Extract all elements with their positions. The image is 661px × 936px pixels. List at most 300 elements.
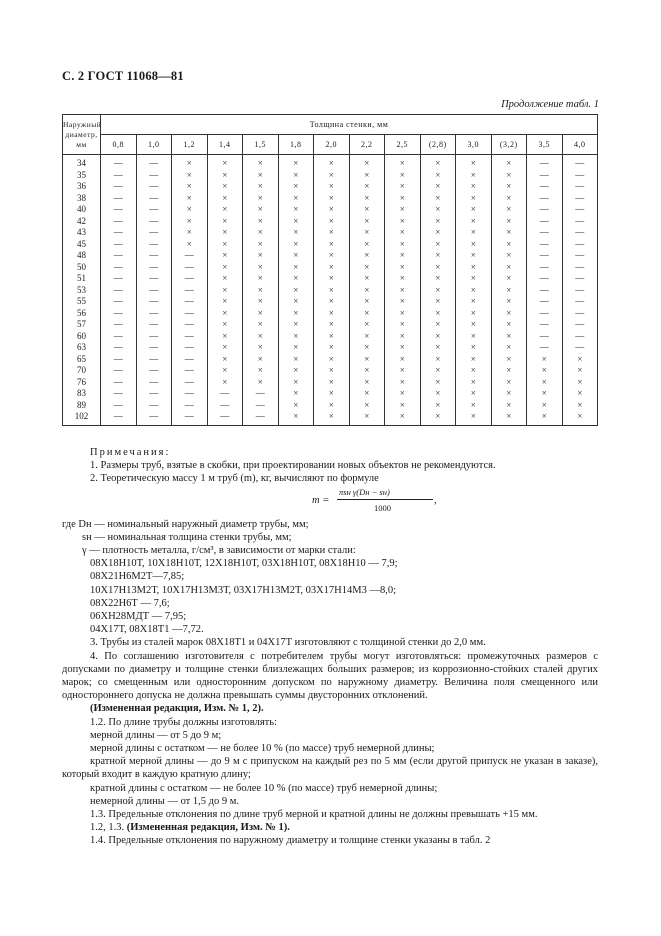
availability-cell: ×	[207, 250, 243, 262]
availability-cell: —	[527, 239, 563, 251]
availability-cell: ×	[314, 388, 350, 400]
availability-cell: —	[136, 250, 172, 262]
table-row	[63, 319, 598, 331]
availability-cell: —	[172, 342, 208, 354]
availability-cell: ×	[349, 319, 385, 331]
availability-cell: —	[136, 354, 172, 366]
section-1-4: 1.4. Предельные отклонения по наружному диаметру и толщине стенки указаны в табл. 2	[90, 835, 491, 847]
availability-cell: —	[101, 331, 137, 343]
availability-cell: ×	[278, 365, 314, 377]
mass-formula	[62, 486, 598, 518]
availability-cell: ×	[243, 262, 279, 274]
availability-cell: ×	[314, 296, 350, 308]
availability-cell: —	[527, 331, 563, 343]
availability-cell: ×	[349, 308, 385, 320]
availability-cell: —	[172, 388, 208, 400]
availability-cell: ×	[562, 365, 598, 377]
availability-cell: —	[562, 250, 598, 262]
availability-cell: ×	[314, 239, 350, 251]
availability-cell: —	[136, 319, 172, 331]
availability-cell: —	[172, 273, 208, 285]
availability-cell: —	[101, 181, 137, 193]
availability-cell: ×	[527, 365, 563, 377]
availability-cell: ×	[278, 181, 314, 193]
availability-cell: ×	[207, 319, 243, 331]
revision-note-2	[62, 821, 598, 834]
table-row	[63, 377, 598, 389]
availability-cell: ×	[243, 273, 279, 285]
availability-cell: ×	[349, 388, 385, 400]
availability-cell: ×	[385, 227, 421, 239]
availability-cell: —	[562, 239, 598, 251]
availability-cell: ×	[207, 365, 243, 377]
availability-cell: ×	[243, 377, 279, 389]
availability-cell: ×	[420, 296, 456, 308]
availability-cell: ×	[278, 331, 314, 343]
availability-cell: ×	[207, 216, 243, 228]
availability-cell: ×	[562, 400, 598, 412]
availability-cell: —	[527, 181, 563, 193]
availability-cell: ×	[491, 342, 527, 354]
table-row	[63, 308, 598, 320]
availability-cell: ×	[562, 377, 598, 389]
availability-cell: ×	[456, 342, 492, 354]
diameter-cell: 65	[63, 354, 101, 366]
availability-cell: ×	[527, 400, 563, 412]
availability-cell: ×	[278, 250, 314, 262]
notes-title: Примечания:	[90, 447, 171, 458]
availability-cell: ×	[349, 365, 385, 377]
document-body	[62, 446, 598, 848]
availability-cell: —	[136, 342, 172, 354]
availability-cell: ×	[314, 250, 350, 262]
length-item-2: мерной длины с остатком — не более 10 % (по массе) труб немерной длины;	[90, 743, 435, 755]
availability-cell: ×	[491, 285, 527, 297]
availability-cell: ×	[385, 296, 421, 308]
availability-cell: ×	[349, 296, 385, 308]
note-1: 1. Размеры труб, взятые в скобки, при проектировании новых объектов не рекомендуются.	[90, 460, 496, 472]
availability-cell: ×	[314, 285, 350, 297]
availability-cell: ×	[385, 193, 421, 205]
availability-cell: ×	[349, 204, 385, 216]
diameter-cell: 36	[63, 181, 101, 193]
availability-cell: ×	[243, 365, 279, 377]
availability-cell: ×	[420, 411, 456, 425]
availability-cell: —	[136, 239, 172, 251]
availability-cell: ×	[385, 331, 421, 343]
availability-cell: —	[562, 193, 598, 205]
availability-cell: ×	[456, 411, 492, 425]
availability-cell: —	[527, 216, 563, 228]
table-row	[63, 216, 598, 228]
availability-cell: —	[172, 308, 208, 320]
availability-cell: ×	[278, 193, 314, 205]
availability-cell: —	[562, 170, 598, 182]
table-row	[63, 155, 598, 170]
availability-cell: ×	[456, 331, 492, 343]
availability-cell: ×	[314, 273, 350, 285]
availability-cell: —	[243, 400, 279, 412]
availability-cell: ×	[456, 285, 492, 297]
availability-cell: ×	[491, 155, 527, 170]
table-row	[63, 285, 598, 297]
availability-cell: ×	[491, 411, 527, 425]
availability-cell: —	[101, 193, 137, 205]
availability-cell: —	[172, 411, 208, 425]
availability-cell: —	[101, 319, 137, 331]
availability-cell: ×	[278, 239, 314, 251]
availability-cell: ×	[420, 319, 456, 331]
availability-cell: ×	[207, 193, 243, 205]
availability-cell: ×	[172, 170, 208, 182]
availability-cell: ×	[456, 204, 492, 216]
formula-numerator: πsн γ(Dн − sн)	[339, 486, 390, 497]
availability-cell: ×	[278, 216, 314, 228]
availability-cell: —	[101, 296, 137, 308]
diameter-cell: 55	[63, 296, 101, 308]
availability-cell: —	[207, 400, 243, 412]
availability-cell: ×	[243, 285, 279, 297]
availability-cell: ×	[491, 388, 527, 400]
availability-cell: ×	[314, 354, 350, 366]
availability-cell: ×	[172, 227, 208, 239]
availability-cell: —	[243, 388, 279, 400]
availability-cell: ×	[527, 411, 563, 425]
availability-cell: ×	[491, 216, 527, 228]
availability-cell: —	[136, 377, 172, 389]
availability-cell: ×	[491, 204, 527, 216]
availability-cell: —	[172, 331, 208, 343]
availability-cell: ×	[349, 155, 385, 170]
availability-cell: ×	[243, 170, 279, 182]
availability-cell: —	[101, 170, 137, 182]
availability-cell: ×	[314, 204, 350, 216]
availability-cell: ×	[243, 319, 279, 331]
availability-cell: —	[562, 331, 598, 343]
availability-cell: ×	[207, 296, 243, 308]
availability-cell: —	[172, 400, 208, 412]
availability-cell: ×	[491, 170, 527, 182]
diameter-cell: 102	[63, 411, 101, 425]
availability-cell: ×	[207, 262, 243, 274]
availability-cell: —	[101, 308, 137, 320]
thickness-header-cell: 1,4	[207, 135, 243, 155]
diameter-cell: 60	[63, 331, 101, 343]
availability-cell: —	[527, 319, 563, 331]
availability-cell: ×	[349, 285, 385, 297]
availability-cell: ×	[385, 388, 421, 400]
availability-cell: ×	[349, 193, 385, 205]
availability-cell: ×	[562, 354, 598, 366]
availability-cell: ×	[491, 354, 527, 366]
availability-cell: ×	[349, 216, 385, 228]
availability-cell: —	[562, 216, 598, 228]
availability-cell: ×	[172, 239, 208, 251]
availability-cell: ×	[420, 227, 456, 239]
availability-cell: —	[172, 262, 208, 274]
availability-cell: —	[527, 262, 563, 274]
availability-cell: ×	[491, 193, 527, 205]
availability-cell: —	[136, 285, 172, 297]
diameter-cell: 40	[63, 204, 101, 216]
availability-cell: —	[101, 365, 137, 377]
availability-cell: —	[101, 204, 137, 216]
availability-cell: ×	[172, 216, 208, 228]
availability-cell: ×	[456, 308, 492, 320]
availability-cell: ×	[278, 388, 314, 400]
availability-cell: ×	[491, 331, 527, 343]
diameter-cell: 38	[63, 193, 101, 205]
availability-cell: —	[527, 170, 563, 182]
availability-cell: ×	[314, 400, 350, 412]
availability-cell: ×	[314, 319, 350, 331]
availability-cell: ×	[349, 262, 385, 274]
availability-cell: ×	[385, 216, 421, 228]
availability-cell: ×	[349, 400, 385, 412]
wall-thickness-group-header: Толщина стенки, мм	[101, 115, 598, 135]
availability-cell: —	[136, 193, 172, 205]
availability-cell: ×	[491, 227, 527, 239]
diameter-cell: 34	[63, 155, 101, 170]
availability-cell: —	[136, 262, 172, 274]
availability-cell: ×	[420, 354, 456, 366]
availability-cell: ×	[278, 262, 314, 274]
thickness-header-cell: 0,8	[101, 135, 137, 155]
availability-cell: —	[207, 388, 243, 400]
diameter-cell: 63	[63, 342, 101, 354]
diameter-cell: 35	[63, 170, 101, 182]
availability-cell: ×	[491, 239, 527, 251]
availability-cell: ×	[385, 308, 421, 320]
availability-cell: ×	[385, 204, 421, 216]
availability-cell: ×	[385, 400, 421, 412]
availability-cell: —	[527, 250, 563, 262]
availability-cell: ×	[243, 204, 279, 216]
availability-cell: —	[136, 388, 172, 400]
availability-cell: ×	[385, 250, 421, 262]
availability-cell: ×	[491, 296, 527, 308]
availability-cell: ×	[278, 227, 314, 239]
corner-line-3: мм	[76, 139, 87, 149]
diameter-cell: 89	[63, 400, 101, 412]
availability-cell: —	[172, 285, 208, 297]
thickness-header-cell: 2,2	[349, 135, 385, 155]
availability-cell: ×	[562, 411, 598, 425]
availability-cell: ×	[314, 308, 350, 320]
table-row	[63, 239, 598, 251]
availability-cell: ×	[207, 155, 243, 170]
steel-line-6: 04Х17Т, 08Х18Т1 —7,72.	[90, 624, 204, 636]
availability-cell: ×	[420, 342, 456, 354]
availability-cell: ×	[314, 331, 350, 343]
diameter-cell: 57	[63, 319, 101, 331]
availability-cell: ×	[491, 365, 527, 377]
availability-cell: ×	[456, 354, 492, 366]
availability-cell: ×	[420, 365, 456, 377]
availability-cell: ×	[278, 170, 314, 182]
corner-line-1: Наружный	[63, 119, 102, 129]
availability-cell: —	[101, 342, 137, 354]
availability-cell: ×	[243, 331, 279, 343]
availability-cell: ×	[243, 239, 279, 251]
availability-cell: ×	[385, 285, 421, 297]
availability-cell: —	[527, 193, 563, 205]
availability-cell: ×	[243, 181, 279, 193]
availability-cell: ×	[349, 170, 385, 182]
formula-denominator: 1000	[374, 502, 391, 513]
diameter-cell: 48	[63, 250, 101, 262]
table-row	[63, 365, 598, 377]
availability-cell: ×	[491, 273, 527, 285]
availability-cell: ×	[243, 227, 279, 239]
table-row	[63, 204, 598, 216]
availability-cell: —	[527, 155, 563, 170]
availability-cell: ×	[207, 342, 243, 354]
diameter-cell: 56	[63, 308, 101, 320]
availability-cell: ×	[385, 273, 421, 285]
availability-cell: —	[562, 308, 598, 320]
availability-cell: —	[562, 285, 598, 297]
revision-note-2-prefix: 1.2, 1.3.	[90, 822, 125, 834]
availability-cell: ×	[491, 377, 527, 389]
availability-cell: ×	[314, 155, 350, 170]
availability-cell: —	[101, 262, 137, 274]
availability-cell: ×	[243, 342, 279, 354]
length-item-1: мерной длины — от 5 до 9 м;	[90, 729, 222, 741]
availability-cell: —	[101, 250, 137, 262]
corner-line-2: диаметр,	[65, 129, 98, 139]
availability-cell: ×	[385, 181, 421, 193]
availability-cell: —	[136, 331, 172, 343]
availability-cell: ×	[420, 216, 456, 228]
availability-cell: ×	[243, 308, 279, 320]
availability-cell: —	[172, 354, 208, 366]
availability-cell: ×	[456, 319, 492, 331]
steel-line-3: 10Х17Н13М2Т, 10Х17Н13М3Т, 03Х17Н13М2Т, 03Х17Н14М3 —8,0;	[90, 584, 397, 596]
availability-cell: —	[527, 296, 563, 308]
availability-cell: ×	[456, 170, 492, 182]
availability-cell: —	[527, 204, 563, 216]
length-item-3: кратной мерной длины — до 9 м с припуском на каждый рез по 5 мм (если другой припуск не указан в заказе), который входит в каждую кратную длину;	[62, 756, 598, 781]
availability-cell: ×	[349, 227, 385, 239]
availability-cell: —	[562, 273, 598, 285]
availability-cell: —	[562, 181, 598, 193]
availability-cell: —	[101, 400, 137, 412]
table-row	[63, 273, 598, 285]
availability-cell: ×	[207, 354, 243, 366]
availability-cell: ×	[385, 354, 421, 366]
availability-cell: ×	[527, 388, 563, 400]
availability-cell: ×	[207, 331, 243, 343]
availability-cell: —	[101, 285, 137, 297]
availability-cell: ×	[385, 411, 421, 425]
table-row	[63, 331, 598, 343]
availability-cell: ×	[243, 155, 279, 170]
availability-cell: ×	[207, 204, 243, 216]
availability-cell: ×	[456, 296, 492, 308]
formula-lhs: m =	[312, 494, 330, 506]
availability-cell: —	[136, 296, 172, 308]
table-body	[63, 155, 598, 426]
availability-cell: ×	[349, 239, 385, 251]
availability-cell: ×	[456, 377, 492, 389]
availability-cell: ×	[172, 181, 208, 193]
availability-cell: —	[562, 204, 598, 216]
availability-cell: ×	[278, 308, 314, 320]
availability-cell: ×	[314, 342, 350, 354]
availability-cell: ×	[243, 193, 279, 205]
thickness-header-cell: 1,0	[136, 135, 172, 155]
availability-cell: —	[101, 273, 137, 285]
availability-cell: ×	[420, 388, 456, 400]
availability-cell: ×	[314, 411, 350, 425]
availability-cell: ×	[385, 365, 421, 377]
availability-cell: ×	[243, 216, 279, 228]
diameter-cell: 83	[63, 388, 101, 400]
availability-cell: —	[562, 319, 598, 331]
availability-cell: —	[136, 365, 172, 377]
length-item-5: немерной длины — от 1,5 до 9 м.	[90, 795, 240, 807]
availability-cell: ×	[349, 377, 385, 389]
availability-cell: —	[172, 250, 208, 262]
availability-cell: ×	[314, 227, 350, 239]
thickness-header-cell: 1,2	[172, 135, 208, 155]
availability-cell: ×	[456, 227, 492, 239]
table-row	[63, 388, 598, 400]
availability-cell: —	[136, 227, 172, 239]
availability-cell: —	[207, 411, 243, 425]
availability-cell: ×	[420, 181, 456, 193]
thickness-header-cell: 2,5	[385, 135, 421, 155]
where-density: γ — плотность металла, г/см³, в зависимости от марки стали:	[82, 545, 356, 557]
availability-cell: ×	[243, 354, 279, 366]
steel-line-1: 08Х18Н10Т, 10Х18Н10Т, 12Х18Н10Т, 03Х18Н10Т, 08Х18Н10 — 7,9;	[90, 558, 398, 570]
availability-cell: ×	[314, 262, 350, 274]
availability-cell: ×	[349, 250, 385, 262]
availability-cell: ×	[385, 155, 421, 170]
availability-cell: ×	[349, 411, 385, 425]
availability-cell: —	[527, 308, 563, 320]
availability-cell: —	[136, 308, 172, 320]
availability-cell: ×	[420, 400, 456, 412]
availability-cell: ×	[491, 262, 527, 274]
availability-cell: ×	[349, 181, 385, 193]
availability-cell: —	[527, 285, 563, 297]
steel-line-5: 06ХН28МДТ — 7,95;	[90, 611, 187, 623]
availability-cell: —	[172, 296, 208, 308]
availability-cell: ×	[420, 331, 456, 343]
availability-cell: ×	[456, 388, 492, 400]
availability-cell: ×	[456, 193, 492, 205]
table-row	[63, 342, 598, 354]
availability-cell: ×	[456, 216, 492, 228]
availability-cell: —	[562, 262, 598, 274]
availability-cell: ×	[314, 365, 350, 377]
availability-cell: ×	[456, 250, 492, 262]
availability-cell: —	[172, 319, 208, 331]
revision-note-1-text: (Измененная редакция, Изм. № 1, 2).	[90, 703, 264, 715]
revision-note-2-text: (Измененная редакция, Изм. № 1).	[126, 822, 290, 834]
availability-cell: ×	[278, 377, 314, 389]
diameter-cell: 51	[63, 273, 101, 285]
diameter-cell: 45	[63, 239, 101, 251]
length-item-4: кратной длины с остатком — не более 10 % (по массе) труб немерной длины;	[90, 782, 438, 794]
availability-cell: ×	[278, 411, 314, 425]
availability-cell: —	[136, 400, 172, 412]
note-4: 4. По соглашению изготовителя с потребителем трубы могут изготовляться: промежуточных размеров с допусками по диаметру и толщине стенки близлежащих бо̀льших размеров; из коррозионно-стойких сталей других марок; со смещенным или односторонним допуском по наружному диаметру. Величина поля смещенного или одностороннего допуска не должна превышать суммы двусторонних отклонений.	[62, 650, 598, 702]
availability-cell: ×	[278, 273, 314, 285]
table-continuation-label: Продолжение табл. 1	[501, 99, 599, 110]
